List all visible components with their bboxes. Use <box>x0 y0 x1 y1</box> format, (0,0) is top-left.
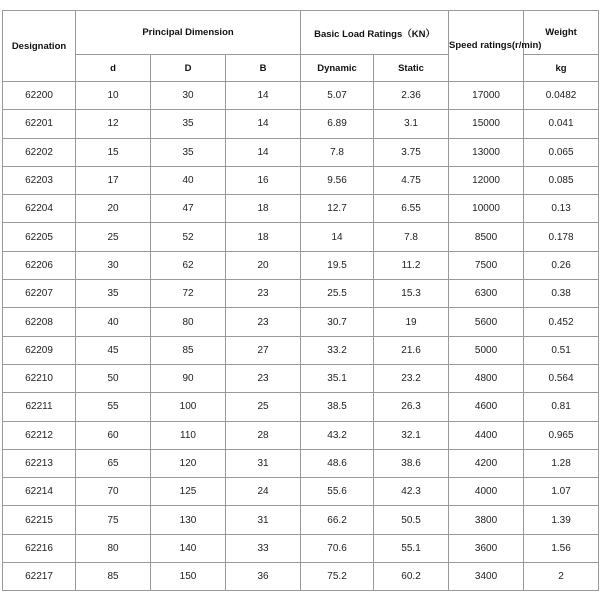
B-cell: 31 <box>226 506 301 534</box>
dynamic-cell: 43.2 <box>301 421 374 449</box>
D-cell: 62 <box>151 251 226 279</box>
D-cell: 110 <box>151 421 226 449</box>
header-d-small: d <box>76 55 151 82</box>
d-cell: 15 <box>76 138 151 166</box>
designation-cell: 62213 <box>3 449 76 477</box>
weight-cell: 0.965 <box>524 421 599 449</box>
designation-cell: 62202 <box>3 138 76 166</box>
speed-cell: 6300 <box>449 280 524 308</box>
d-cell: 65 <box>76 449 151 477</box>
header-kg: kg <box>524 55 599 82</box>
static-cell: 42.3 <box>374 478 449 506</box>
table-row <box>3 393 599 421</box>
designation-cell: 62204 <box>3 195 76 223</box>
header-designation: Designation <box>3 11 76 82</box>
D-cell: 130 <box>151 506 226 534</box>
speed-cell: 4800 <box>449 364 524 392</box>
header-basic-load-ratings: Basic Load Ratings（KN） <box>301 11 449 55</box>
spec-table-container <box>2 10 598 591</box>
D-cell: 47 <box>151 195 226 223</box>
D-cell: 125 <box>151 478 226 506</box>
static-cell: 4.75 <box>374 166 449 194</box>
header-speed-ratings: Speed ratings(r/min) <box>449 11 524 82</box>
dynamic-cell: 14 <box>301 223 374 251</box>
D-cell: 40 <box>151 166 226 194</box>
B-cell: 23 <box>226 364 301 392</box>
static-cell: 60.2 <box>374 563 449 591</box>
D-cell: 120 <box>151 449 226 477</box>
B-cell: 25 <box>226 393 301 421</box>
designation-cell: 62217 <box>3 563 76 591</box>
D-cell: 72 <box>151 280 226 308</box>
speed-cell: 3600 <box>449 534 524 562</box>
bearing-spec-table <box>2 10 599 591</box>
d-cell: 70 <box>76 478 151 506</box>
weight-cell: 1.28 <box>524 449 599 477</box>
d-cell: 40 <box>76 308 151 336</box>
table-header <box>3 11 599 82</box>
dynamic-cell: 75.2 <box>301 563 374 591</box>
d-cell: 55 <box>76 393 151 421</box>
dynamic-cell: 25.5 <box>301 280 374 308</box>
B-cell: 18 <box>226 223 301 251</box>
weight-cell: 0.564 <box>524 364 599 392</box>
speed-cell: 17000 <box>449 82 524 110</box>
dynamic-cell: 66.2 <box>301 506 374 534</box>
table-row <box>3 336 599 364</box>
B-cell: 14 <box>226 110 301 138</box>
table-row <box>3 280 599 308</box>
weight-cell: 0.085 <box>524 166 599 194</box>
weight-cell: 1.07 <box>524 478 599 506</box>
dynamic-cell: 33.2 <box>301 336 374 364</box>
static-cell: 2.36 <box>374 82 449 110</box>
d-cell: 50 <box>76 364 151 392</box>
table-row <box>3 82 599 110</box>
static-cell: 7.8 <box>374 223 449 251</box>
speed-cell: 3400 <box>449 563 524 591</box>
designation-cell: 62210 <box>3 364 76 392</box>
table-row <box>3 421 599 449</box>
D-cell: 80 <box>151 308 226 336</box>
table-row <box>3 195 599 223</box>
designation-cell: 62215 <box>3 506 76 534</box>
static-cell: 21.6 <box>374 336 449 364</box>
table-row <box>3 364 599 392</box>
B-cell: 31 <box>226 449 301 477</box>
static-cell: 26.3 <box>374 393 449 421</box>
B-cell: 23 <box>226 280 301 308</box>
d-cell: 17 <box>76 166 151 194</box>
speed-cell: 8500 <box>449 223 524 251</box>
table-row <box>3 449 599 477</box>
header-b: B <box>226 55 301 82</box>
dynamic-cell: 35.1 <box>301 364 374 392</box>
D-cell: 85 <box>151 336 226 364</box>
header-weight: Weight <box>524 11 599 55</box>
static-cell: 50.5 <box>374 506 449 534</box>
B-cell: 20 <box>226 251 301 279</box>
table-row <box>3 563 599 591</box>
D-cell: 35 <box>151 110 226 138</box>
weight-cell: 2 <box>524 563 599 591</box>
designation-cell: 62201 <box>3 110 76 138</box>
speed-cell: 3800 <box>449 506 524 534</box>
static-cell: 11.2 <box>374 251 449 279</box>
static-cell: 38.6 <box>374 449 449 477</box>
designation-cell: 62214 <box>3 478 76 506</box>
dynamic-cell: 7.8 <box>301 138 374 166</box>
B-cell: 16 <box>226 166 301 194</box>
table-row <box>3 223 599 251</box>
dynamic-cell: 12.7 <box>301 195 374 223</box>
designation-cell: 62216 <box>3 534 76 562</box>
speed-cell: 12000 <box>449 166 524 194</box>
speed-cell: 13000 <box>449 138 524 166</box>
designation-cell: 62209 <box>3 336 76 364</box>
table-row <box>3 110 599 138</box>
table-row <box>3 138 599 166</box>
table-row <box>3 506 599 534</box>
weight-cell: 0.065 <box>524 138 599 166</box>
static-cell: 6.55 <box>374 195 449 223</box>
D-cell: 52 <box>151 223 226 251</box>
weight-cell: 0.452 <box>524 308 599 336</box>
weight-cell: 0.0482 <box>524 82 599 110</box>
D-cell: 35 <box>151 138 226 166</box>
dynamic-cell: 70.6 <box>301 534 374 562</box>
designation-cell: 62211 <box>3 393 76 421</box>
B-cell: 33 <box>226 534 301 562</box>
table-row <box>3 166 599 194</box>
dynamic-cell: 38.5 <box>301 393 374 421</box>
designation-cell: 62205 <box>3 223 76 251</box>
B-cell: 23 <box>226 308 301 336</box>
speed-cell: 10000 <box>449 195 524 223</box>
d-cell: 10 <box>76 82 151 110</box>
weight-cell: 1.56 <box>524 534 599 562</box>
table-row <box>3 534 599 562</box>
static-cell: 32.1 <box>374 421 449 449</box>
speed-cell: 4400 <box>449 421 524 449</box>
table-row <box>3 478 599 506</box>
d-cell: 12 <box>76 110 151 138</box>
header-row-top <box>3 11 599 55</box>
d-cell: 60 <box>76 421 151 449</box>
static-cell: 15.3 <box>374 280 449 308</box>
static-cell: 23.2 <box>374 364 449 392</box>
B-cell: 27 <box>226 336 301 364</box>
designation-cell: 62207 <box>3 280 76 308</box>
header-static: Static <box>374 55 449 82</box>
B-cell: 28 <box>226 421 301 449</box>
d-cell: 80 <box>76 534 151 562</box>
weight-cell: 1.39 <box>524 506 599 534</box>
dynamic-cell: 6.89 <box>301 110 374 138</box>
weight-cell: 0.26 <box>524 251 599 279</box>
weight-cell: 0.13 <box>524 195 599 223</box>
weight-cell: 0.041 <box>524 110 599 138</box>
weight-cell: 0.51 <box>524 336 599 364</box>
designation-cell: 62203 <box>3 166 76 194</box>
weight-cell: 0.81 <box>524 393 599 421</box>
dynamic-cell: 5.07 <box>301 82 374 110</box>
d-cell: 25 <box>76 223 151 251</box>
speed-cell: 7500 <box>449 251 524 279</box>
speed-cell: 4600 <box>449 393 524 421</box>
weight-cell: 0.38 <box>524 280 599 308</box>
D-cell: 150 <box>151 563 226 591</box>
header-d-large: D <box>151 55 226 82</box>
static-cell: 3.75 <box>374 138 449 166</box>
dynamic-cell: 9.56 <box>301 166 374 194</box>
D-cell: 90 <box>151 364 226 392</box>
d-cell: 35 <box>76 280 151 308</box>
dynamic-cell: 55.6 <box>301 478 374 506</box>
table-body <box>3 82 599 591</box>
table-row <box>3 251 599 279</box>
d-cell: 85 <box>76 563 151 591</box>
table-row <box>3 308 599 336</box>
designation-cell: 62208 <box>3 308 76 336</box>
speed-cell: 4200 <box>449 449 524 477</box>
B-cell: 14 <box>226 138 301 166</box>
d-cell: 45 <box>76 336 151 364</box>
weight-cell: 0.178 <box>524 223 599 251</box>
D-cell: 100 <box>151 393 226 421</box>
D-cell: 140 <box>151 534 226 562</box>
static-cell: 3.1 <box>374 110 449 138</box>
static-cell: 55.1 <box>374 534 449 562</box>
d-cell: 20 <box>76 195 151 223</box>
header-principal-dimension: Principal Dimension <box>76 11 301 55</box>
B-cell: 24 <box>226 478 301 506</box>
B-cell: 18 <box>226 195 301 223</box>
designation-cell: 62212 <box>3 421 76 449</box>
speed-cell: 15000 <box>449 110 524 138</box>
d-cell: 30 <box>76 251 151 279</box>
B-cell: 36 <box>226 563 301 591</box>
speed-cell: 5600 <box>449 308 524 336</box>
designation-cell: 62200 <box>3 82 76 110</box>
speed-cell: 4000 <box>449 478 524 506</box>
D-cell: 30 <box>151 82 226 110</box>
speed-cell: 5000 <box>449 336 524 364</box>
static-cell: 19 <box>374 308 449 336</box>
d-cell: 75 <box>76 506 151 534</box>
dynamic-cell: 19.5 <box>301 251 374 279</box>
header-dynamic: Dynamic <box>301 55 374 82</box>
B-cell: 14 <box>226 82 301 110</box>
designation-cell: 62206 <box>3 251 76 279</box>
dynamic-cell: 48.6 <box>301 449 374 477</box>
dynamic-cell: 30.7 <box>301 308 374 336</box>
